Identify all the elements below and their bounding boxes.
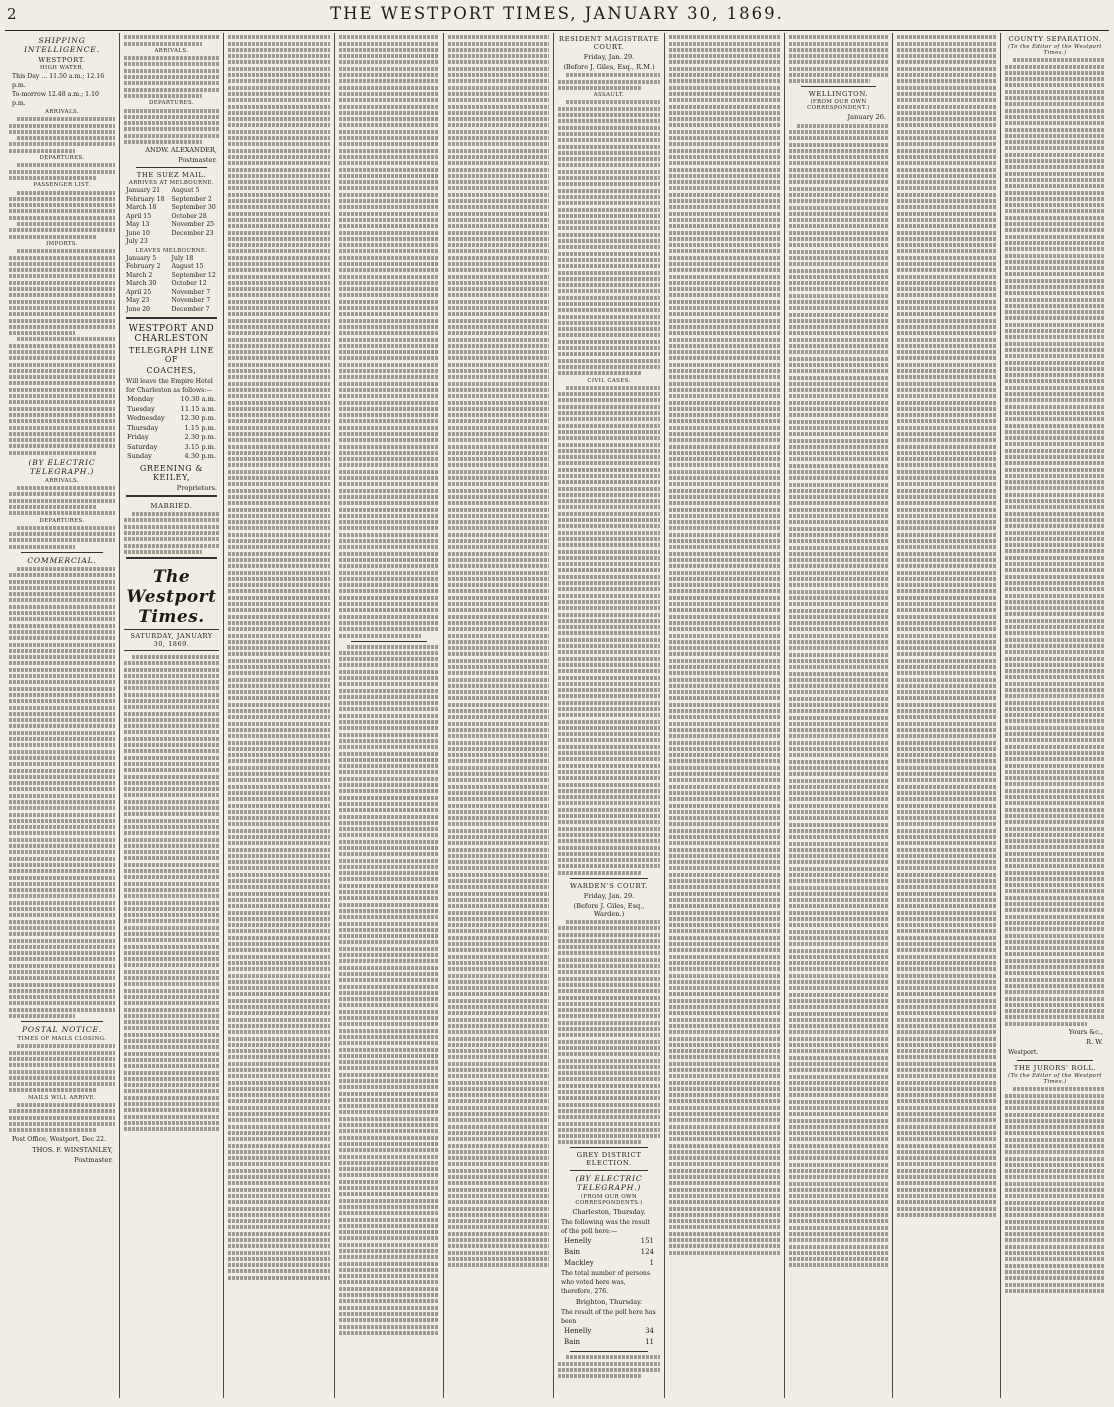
poll-total: The total number of persons who voted here was, therefore, 276. <box>561 1270 651 1296</box>
column-correspondence <box>785 33 1109 1398</box>
post-office-date: Post Office, Westport, Dec 22. <box>12 1135 106 1143</box>
mail-arrival-text <box>124 56 219 98</box>
mail-signature: ANDW. ALEXANDER, <box>145 146 217 155</box>
wardens-heading: WARDEN'S COURT. <box>570 881 648 890</box>
editorial-text-3 <box>339 35 439 637</box>
rm-court-heading: RESIDENT MAGISTRATE COURT. <box>558 35 660 51</box>
passenger-list-text <box>9 191 115 239</box>
rm-court-date: Friday, Jan. 29. <box>583 53 635 61</box>
poll-row: Bain 124 <box>564 1248 654 1257</box>
coach-time-row: Wednesday 12.30 p.m. <box>127 414 216 423</box>
wardens-text <box>558 920 660 1144</box>
subcolumn-wellington <box>785 33 893 1398</box>
wellington-prelude-text <box>789 35 888 83</box>
poll-row: Bain 11 <box>564 1338 654 1347</box>
county-signoff: Yours &c., <box>1068 1028 1103 1037</box>
arrivals-text <box>9 117 115 152</box>
poll-brighton <box>558 1326 660 1348</box>
county-editor: (To the Editor of the Westport Times.) <box>1008 44 1102 56</box>
coach-time-row: Tuesday 11.15 a.m. <box>127 404 216 413</box>
postmaster-title: Postmaster. <box>74 1155 113 1164</box>
page-number: 2 <box>7 5 17 23</box>
rm-court-text <box>558 73 660 90</box>
paper-date: SATURDAY, JANUARY 30, 1869. <box>124 629 219 651</box>
wellington-heading: WELLINGTON. <box>808 90 869 99</box>
telegraph-departures-text <box>9 526 115 549</box>
wellington-date: January 26. <box>847 113 886 122</box>
suez-heading: THE SUEZ MAIL. <box>136 171 207 180</box>
editorial-text-4 <box>339 645 439 1335</box>
election-telegraph-heading: (BY ELECTRIC TELEGRAPH.) <box>575 1174 643 1193</box>
suez-leaves-heading: LEAVES MELBOURNE. <box>135 247 208 254</box>
coach-time-row: Saturday 3.15 p.m. <box>127 442 216 451</box>
telegraph-departures-heading: DEPARTURES. <box>39 517 85 524</box>
wellington-text-cont <box>897 35 996 1217</box>
column-editorial-2 <box>335 33 444 1398</box>
paper-title: The Westport Times. <box>126 566 217 627</box>
column-courts <box>554 33 665 1398</box>
rm-court-bench: (Before J. Giles, Esq., R.M.) <box>563 63 655 71</box>
editorial-text-2 <box>228 35 330 1279</box>
assault-heading: ASSAULT. <box>593 92 625 99</box>
poll-row: Henelly 151 <box>564 1237 654 1246</box>
coach-time-row: Thursday 1.15 p.m. <box>127 423 216 432</box>
news-text-2 <box>669 35 780 1254</box>
subcolumn-county <box>1001 33 1109 1398</box>
news-text-1 <box>448 35 549 1267</box>
mails-arrive-heading: MAILS WILL ARRIVE. <box>28 1094 96 1101</box>
county-place: Westport. <box>1008 1049 1039 1057</box>
county-text <box>1005 58 1105 1025</box>
assault-text <box>558 100 660 375</box>
poll-row: Henelly 34 <box>564 1327 654 1336</box>
passenger-list-heading: PASSENGER LIST. <box>33 182 91 189</box>
suez-arrives-table: January 21 August 5 February 18 September 2 March 18 September 30 April 15 October 28 May 13 November 25 June 10 December 23 July 23 <box>126 187 216 246</box>
coach-title-2: TELEGRAPH LINE OF <box>128 346 215 365</box>
postal-heading: POSTAL NOTICE. <box>21 1025 103 1035</box>
mail-intro-text <box>124 35 219 45</box>
coach-proprietors: GREENING & KEILEY, <box>139 463 204 482</box>
wardens-bench: (Before J. Giles, Esq., Warden.) <box>573 901 645 918</box>
mails-arrive-text <box>9 1103 115 1132</box>
county-initials: R. W. <box>1086 1038 1103 1047</box>
poll-intro: The following was the result of the poll here:— <box>561 1219 651 1236</box>
column-shipping <box>5 33 120 1398</box>
civil-heading: CIVIL CASES. <box>587 377 631 384</box>
grey-election-heading: GREY DISTRICT ELECTION. <box>576 1151 642 1168</box>
poll-brighton-intro: The result of the poll here has been <box>561 1309 656 1326</box>
telegraph-heading: (BY ELECTRIC TELEGRAPH.) <box>28 457 96 476</box>
coach-intro: Will leave the Empire Hotel for Charleston as follows:— <box>126 378 213 395</box>
wellington-corr: (FROM OUR OWN CORRESPONDENT.) <box>807 99 870 112</box>
corset-text <box>558 1355 660 1378</box>
poll-charleston <box>558 1236 660 1269</box>
coach-title-1: WESTPORT AND CHARLESTON <box>128 324 215 345</box>
wardens-date: Friday, Jan. 29. <box>583 891 635 900</box>
departures-heading: DEPARTURES. <box>39 155 85 162</box>
jurors-editor: (To the Editor of the Westport Times.) <box>1008 1073 1102 1086</box>
coach-time-row: Sunday 4.30 p.m. <box>127 452 216 461</box>
brighton-dateline: Brighton, Thursday. <box>575 1298 643 1307</box>
coach-proprietors-title: Proprietors. <box>176 483 217 492</box>
suez-arrives-heading: ARRIVES AT MELBOURNE. <box>128 180 215 187</box>
telegraph-arrivals-heading: ARRIVALS. <box>45 477 79 484</box>
column-mails-coaches <box>120 33 224 1398</box>
election-correspondents: (FROM OUR OWN CORRESPONDENTS.) <box>575 1194 643 1207</box>
high-water-tomorrow: To-morrow 12.48 a.m.; 1.10 p.m. <box>12 91 99 107</box>
mail-departures-heading: DEPARTURES. <box>149 100 194 107</box>
wellington-text <box>789 124 888 1268</box>
county-heading: COUNTY SEPARATION. <box>1008 35 1102 43</box>
arrivals-heading: ARRIVALS. <box>45 109 79 115</box>
telegraph-arrivals-text <box>9 486 115 515</box>
commercial-heading: COMMERCIAL. <box>27 555 97 565</box>
newspaper-page <box>5 4 1109 1400</box>
mail-signature-title: Postmaster. <box>178 156 217 165</box>
coach-times <box>124 395 219 462</box>
correspondence-subcolumns <box>785 33 1109 1398</box>
imports-text <box>9 249 115 455</box>
civil-text <box>558 386 660 875</box>
suez-leaves-table: January 5 July 18 February 2 August 15 March 2 September 12 March 30 October 12 April 25 November 7 May 23 November 7 June 20 December 7 <box>126 254 216 313</box>
columns <box>5 31 1109 1398</box>
jurors-text <box>1005 1087 1105 1293</box>
times-closing-heading: TIMES OF MAILS CLOSING. <box>17 1036 107 1043</box>
charleston-dateline: Charleston, Thursday. <box>572 1208 646 1217</box>
married-heading: MARRIED. <box>150 501 193 510</box>
mail-arrival-heading: ARRIVALS. <box>154 47 189 54</box>
imports-heading: IMPORTS. <box>46 240 78 247</box>
editorial-text-1 <box>124 655 219 1131</box>
masthead-title: THE WESTPORT TIMES, JANUARY 30, 1869. <box>330 4 784 23</box>
column-editorial-1 <box>224 33 335 1398</box>
times-closing-text <box>9 1044 115 1092</box>
shipping-heading: SHIPPING INTELLIGENCE. <box>24 36 100 54</box>
departures-text <box>9 163 115 180</box>
mail-departures-text <box>124 109 219 144</box>
masthead <box>5 4 1109 31</box>
column-news-2 <box>665 33 785 1398</box>
westport-heading: WESTPORT. <box>38 56 86 64</box>
poll-row: Mackley 1 <box>564 1259 654 1268</box>
subcolumn-wellington-cont <box>893 33 1001 1398</box>
coach-title-3: COACHES, <box>146 366 197 376</box>
high-water-heading: HIGH WATER. <box>39 65 85 71</box>
jurors-heading: THE JURORS' ROLL. <box>1013 1064 1097 1073</box>
married-text <box>124 512 219 554</box>
coach-time-row: Monday 10.30 a.m. <box>127 395 216 404</box>
commercial-text <box>9 567 115 1018</box>
high-water-today: This Day ... 11.50 a.m.; 12.16 p.m. <box>12 73 105 89</box>
column-news-1 <box>444 33 554 1398</box>
postmaster-name: THOS. F. WINSTANLEY, <box>32 1145 113 1154</box>
coach-time-row: Friday 2.30 p.m. <box>127 433 216 442</box>
